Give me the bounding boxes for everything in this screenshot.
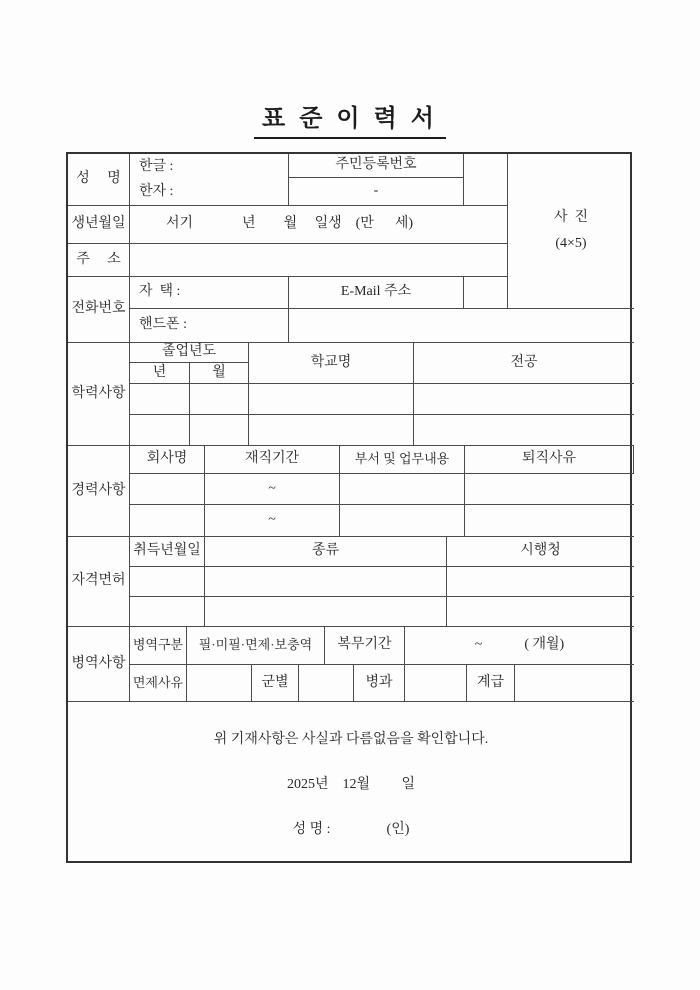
- name-hangul-label: 한글 :: [139, 158, 174, 174]
- career-row1-period-cell[interactable]: ~: [205, 474, 340, 505]
- career-row1-company-cell[interactable]: [130, 474, 205, 505]
- phone-label: 전화번호: [68, 277, 130, 343]
- education-row2-month-cell[interactable]: [190, 415, 249, 446]
- education-label: 학력사항: [68, 343, 130, 446]
- education-row2-year-cell[interactable]: [130, 415, 190, 446]
- birth-label: 생년월일: [68, 206, 130, 244]
- career-row2-duty-cell[interactable]: [340, 505, 465, 537]
- license-row1-agency-cell[interactable]: [447, 567, 634, 597]
- military-branch-input-cell[interactable]: [299, 665, 354, 702]
- photo-box[interactable]: [508, 154, 634, 309]
- address-label: 주 소: [68, 244, 130, 277]
- education-row2-school-cell[interactable]: [249, 415, 414, 446]
- military-period-header: 복무기간: [325, 627, 405, 665]
- military-label: 병역사항: [68, 627, 130, 702]
- license-date-header: 취득년월일: [130, 537, 205, 567]
- career-row2-period-cell[interactable]: ~: [205, 505, 340, 537]
- education-row2-major-cell[interactable]: [414, 415, 634, 446]
- address-input-cell[interactable]: [130, 244, 508, 277]
- photo-label: 사 진: [553, 210, 589, 226]
- military-category-options-cell[interactable]: 필·미필·면제·보충역: [187, 627, 325, 665]
- license-row2-agency-cell[interactable]: [447, 597, 634, 627]
- career-duty-header: 부서 및 업무내용: [340, 446, 465, 474]
- military-branch-header: 군별: [252, 665, 299, 702]
- phone-home-cell[interactable]: 자 택 :: [130, 277, 289, 309]
- career-company-header: 회사명: [130, 446, 205, 474]
- signature-line[interactable]: 성 명 : (인): [292, 822, 410, 838]
- education-row1-year-cell[interactable]: [130, 384, 190, 415]
- license-row1-date-cell[interactable]: [130, 567, 205, 597]
- license-row1-kind-cell[interactable]: [205, 567, 447, 597]
- education-major-header: 전공: [414, 343, 634, 384]
- military-specialty-input-cell[interactable]: [405, 665, 467, 702]
- career-row1-duty-cell[interactable]: [340, 474, 465, 505]
- military-period-input-cell[interactable]: ~ ( 개월): [405, 627, 634, 665]
- military-category-header: 병역구분: [130, 627, 187, 665]
- education-school-header: 학교명: [249, 343, 414, 384]
- education-row1-school-cell[interactable]: [249, 384, 414, 415]
- career-label: 경력사항: [68, 446, 130, 537]
- education-year-header: 년: [130, 363, 190, 384]
- career-row1-reason-cell[interactable]: [465, 474, 634, 505]
- footer-section: [68, 702, 634, 865]
- name-spacer-cell: [464, 154, 508, 206]
- military-exemption-input-cell[interactable]: [187, 665, 252, 702]
- career-period-header: 재직기간: [205, 446, 340, 474]
- education-month-header: 월: [190, 363, 249, 384]
- military-exemption-header: 면제사유: [130, 665, 187, 702]
- license-row2-date-cell[interactable]: [130, 597, 205, 627]
- birth-input-cell[interactable]: 서기 년 월 일생 (만 세): [130, 206, 508, 244]
- page-title: 표 준 이 력 서: [0, 98, 700, 133]
- resident-no-label: 주민등록번호: [289, 154, 464, 178]
- education-row1-month-cell[interactable]: [190, 384, 249, 415]
- license-row2-kind-cell[interactable]: [205, 597, 447, 627]
- career-row2-reason-cell[interactable]: [465, 505, 634, 537]
- name-hanja-label: 한자 :: [139, 184, 174, 200]
- phone-mobile-input-cell[interactable]: [289, 309, 634, 343]
- license-label: 자격면허: [68, 537, 130, 627]
- email-label: E-Mail 주소: [289, 277, 464, 309]
- license-agency-header: 시행청: [447, 537, 634, 567]
- date-line[interactable]: 2025년 12월 일: [286, 777, 416, 793]
- career-row2-company-cell[interactable]: [130, 505, 205, 537]
- military-specialty-header: 병과: [354, 665, 405, 702]
- name-input-cell[interactable]: [130, 154, 289, 206]
- military-rank-header: 계급: [467, 665, 515, 702]
- education-gradyear-header: 졸업년도: [130, 343, 249, 363]
- license-kind-header: 종류: [205, 537, 447, 567]
- name-label: 성 명: [68, 154, 130, 206]
- resume-form: [66, 152, 632, 863]
- career-reason-header: 퇴직사유: [465, 446, 634, 474]
- photo-size-label: (4×5): [555, 235, 587, 251]
- resident-no-input-cell[interactable]: -: [289, 178, 464, 206]
- confirmation-text: 위 기재사항은 사실과 다름없음을 확인합니다.: [213, 732, 489, 747]
- phone-mobile-cell[interactable]: 핸드폰 :: [130, 309, 289, 343]
- military-rank-input-cell[interactable]: [515, 665, 634, 702]
- education-row1-major-cell[interactable]: [414, 384, 634, 415]
- email-spacer-cell: [464, 277, 508, 309]
